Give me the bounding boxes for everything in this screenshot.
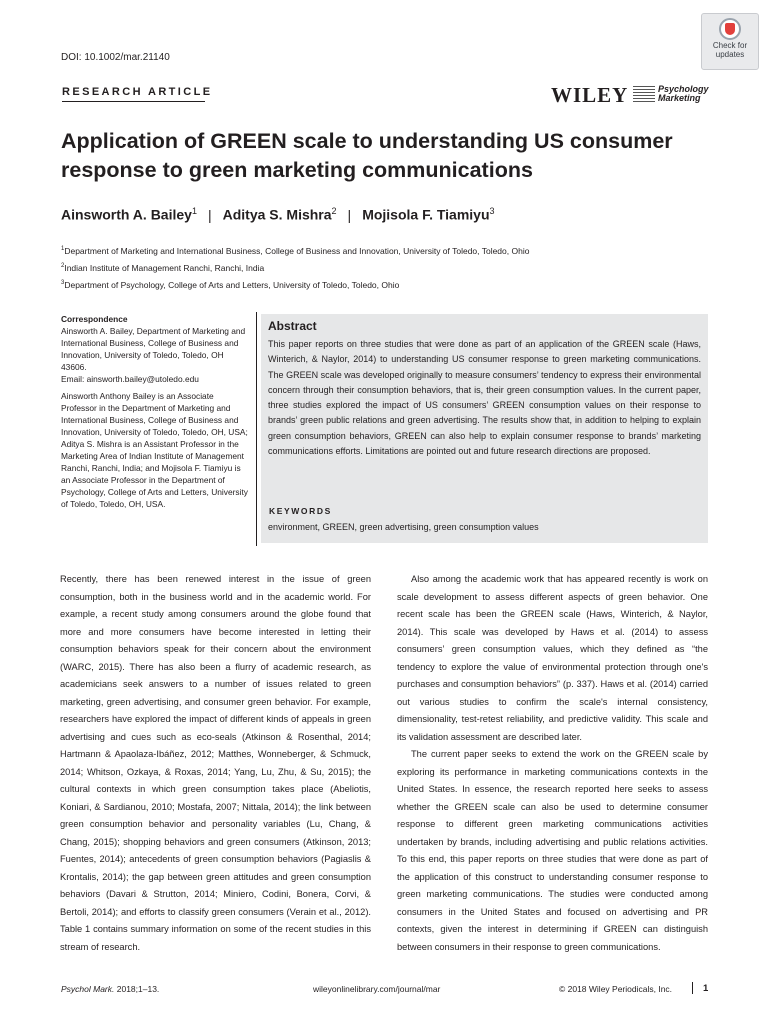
author-name[interactable]: Ainsworth A. Bailey (61, 206, 192, 223)
author-bios: Ainsworth Anthony Bailey is an Associate Professor in the Department of Marketing and International Business, College of Business and Innovation, University of Toledo, Toledo, OH, USA; Aditya S. Mishra is an Assistant Professor in the Marketing Area of Indian Institute of Management Ranchi, Ranchi, India; and Mojisola F. Tiamiyu is an Associate Professor in the Department of Psychology, College of Arts and Letters, University of Toledo, Toledo, OH, USA. (61, 390, 248, 510)
body-column-right (397, 571, 708, 956)
footer-url[interactable]: wileyonlinelibrary.com/journal/mar (313, 984, 441, 994)
correspondence-block (61, 313, 251, 511)
article-title: Application of GREEN scale to understanding US consumer response to green marketing communications (61, 129, 673, 182)
journal-logo-line2: Marketing (658, 93, 701, 103)
affiliation: $^2$Indian Institute of Management Ranchi, Ranchi, India (61, 263, 265, 273)
author-name[interactable]: Aditya S. Mishra (222, 206, 332, 223)
check-for-updates-label: Check for updates (712, 41, 748, 59)
article-type-rule (62, 101, 205, 102)
body-column-left (60, 571, 371, 956)
page-number: 1 (703, 983, 709, 994)
keywords: environment, GREEN, green advertising, green consumption values (268, 522, 539, 532)
affiliation: $^3$Department of Psychology, College of Arts and Letters, University of Toledo, Toledo, Ohio (61, 280, 400, 290)
author-affiliation-marker: 2 (331, 206, 337, 216)
journal-logo (633, 84, 709, 104)
author-affiliation-marker: 3 (489, 206, 495, 216)
journal-logo-line1: Psychology (658, 84, 709, 94)
publisher-logo: WILEY (551, 83, 629, 107)
body-paragraph: The current paper seeks to extend the work on the GREEN scale by exploring its performance in marketing communications contexts in the United States. In essence, the research reported here seeks to assess whether the GREEN scale can also be used to determine consumer response to different green marketing communications activities undertaken by brands, including advertising and public relations activities. To this end, this paper reports on three studies that were done as part of the application of this construct to understanding consumer response to green marketing communications. The studies were conducted among consumers in the United States and focused on advertising and PR contexts, given the interest in determining if GREEN can distinguish between consumers in their response to green communications. (397, 749, 708, 952)
author-list (61, 206, 495, 223)
correspondence-heading: Correspondence (61, 314, 128, 324)
footer-divider (692, 982, 693, 994)
doi: DOI: 10.1002/mar.21140 (61, 52, 170, 63)
keywords-heading: KEYWORDS (269, 506, 332, 516)
author-affiliation-marker: 1 (191, 206, 197, 216)
crossmark-icon (719, 18, 741, 40)
affiliation: $^1$Department of Marketing and International Business, College of Business and Innovation, University of Toledo, Toledo, Ohio (61, 246, 530, 256)
author-name[interactable]: Mojisola F. Tiamiyu (362, 206, 490, 223)
check-for-updates-badge[interactable] (701, 13, 759, 70)
correspondence-address: Ainsworth A. Bailey, Department of Marketing and International Business, College of Business and Innovation, University of Toledo, Toledo, OH 43606. (61, 326, 246, 373)
author-separator: | (207, 206, 212, 223)
column-divider (256, 312, 257, 546)
footer-copyright: © 2018 Wiley Periodicals, Inc. (559, 984, 673, 994)
footer-citation: Psychol Mark. 2018;1–13. (61, 984, 160, 994)
author-separator: | (347, 206, 352, 223)
body-paragraph: Recently, there has been renewed interest in the issue of green consumption, both in the business world and in the academic world. For example, a recent study among consumers around the globe found that more and more consumers have become interested in letting their consumption behaviors speak for their concern about the environment (WARC, 2015). There has also been a flurry of academic research, as academicians seek answers to a number of issues related to green marketing, green advertising, and consumer green behavior. For example, researchers have explored the impact of different kinds of appeals in green advertising and cues such as eco-seals (Atkinson & Rosenthal, 2014; Hartmann & Apaolaza-Ibáñez, 2012; Matthes, Wonneberger, & Schmuck, 2014; Whitson, Ozkaya, & Roxas, 2014; Yang, Lu, Zhu, & Su, 2015); the cultural contexts in which green consumption takes place (Abeliotis, Koniari, & Sardianou, 2010; Mostafa, 2007; Nittala, 2014); the link between green consumption behavior and personality variables (Lu, Chang, & Chang, 2015); shopping behaviors and green consumers (Atkinson, 2013; Fuentes, 2014); antecedents of green consumption behaviors (Pagiaslis & Krontalis, 2014); the gap between green attitudes and green consumption behaviors (Davari & Strutton, 2014; Miniero, Codini, Bonera, Corvi, & Bertoli, 2014); and efforts to classify green consumers (Verain et al., 2012). Table 1 contains summary information on some of the recent studies in this stream of research. (60, 574, 371, 952)
journal-logo-mark (633, 86, 655, 102)
abstract-heading: Abstract (268, 319, 317, 333)
article-type: RESEARCH ARTICLE (62, 86, 213, 98)
abstract-text: This paper reports on three studies that were done as part of an application of the GREEN scale (Haws, Winterich, & Naylor, 2014) to understanding US consumer response to green marketing communications. The GREEN scale was developed originally to measure consumers’ tendency to express their environmental concern through their consumption behaviors, that is, their green consumption values. In the current paper, three studies explored the impact of US consumers’ GREEN consumption values on their response to brands’ green public relations and green advertising. The results show that, in addition to helping to explain green consumption behaviors, GREEN can also help to explain consumer response to brands’ marketing communications efforts. Limitations are pointed out and future research directions are proposed. (268, 339, 701, 457)
correspondence-email[interactable]: Email: ainsworth.bailey@utoledo.edu (61, 374, 199, 385)
body-paragraph: Also among the academic work that has appeared recently is work on scale development to assess different aspects of green behavior. One recent scale has been the GREEN scale (Haws, Winterich, & Naylor, 2014). This scale was developed by Haws et al. (2014) to assess consumers’ green consumption values, which they defined as “the tendency to explore the value of environmental protection through one's purchases and consumption behaviors” (p. 337). Haws et al. (2014) carried out various studies to confirm the scale's internal consistency, dimensionality, test-retest reliability, and predictive validity. This scale and its validation assessment are described later. (397, 574, 708, 742)
